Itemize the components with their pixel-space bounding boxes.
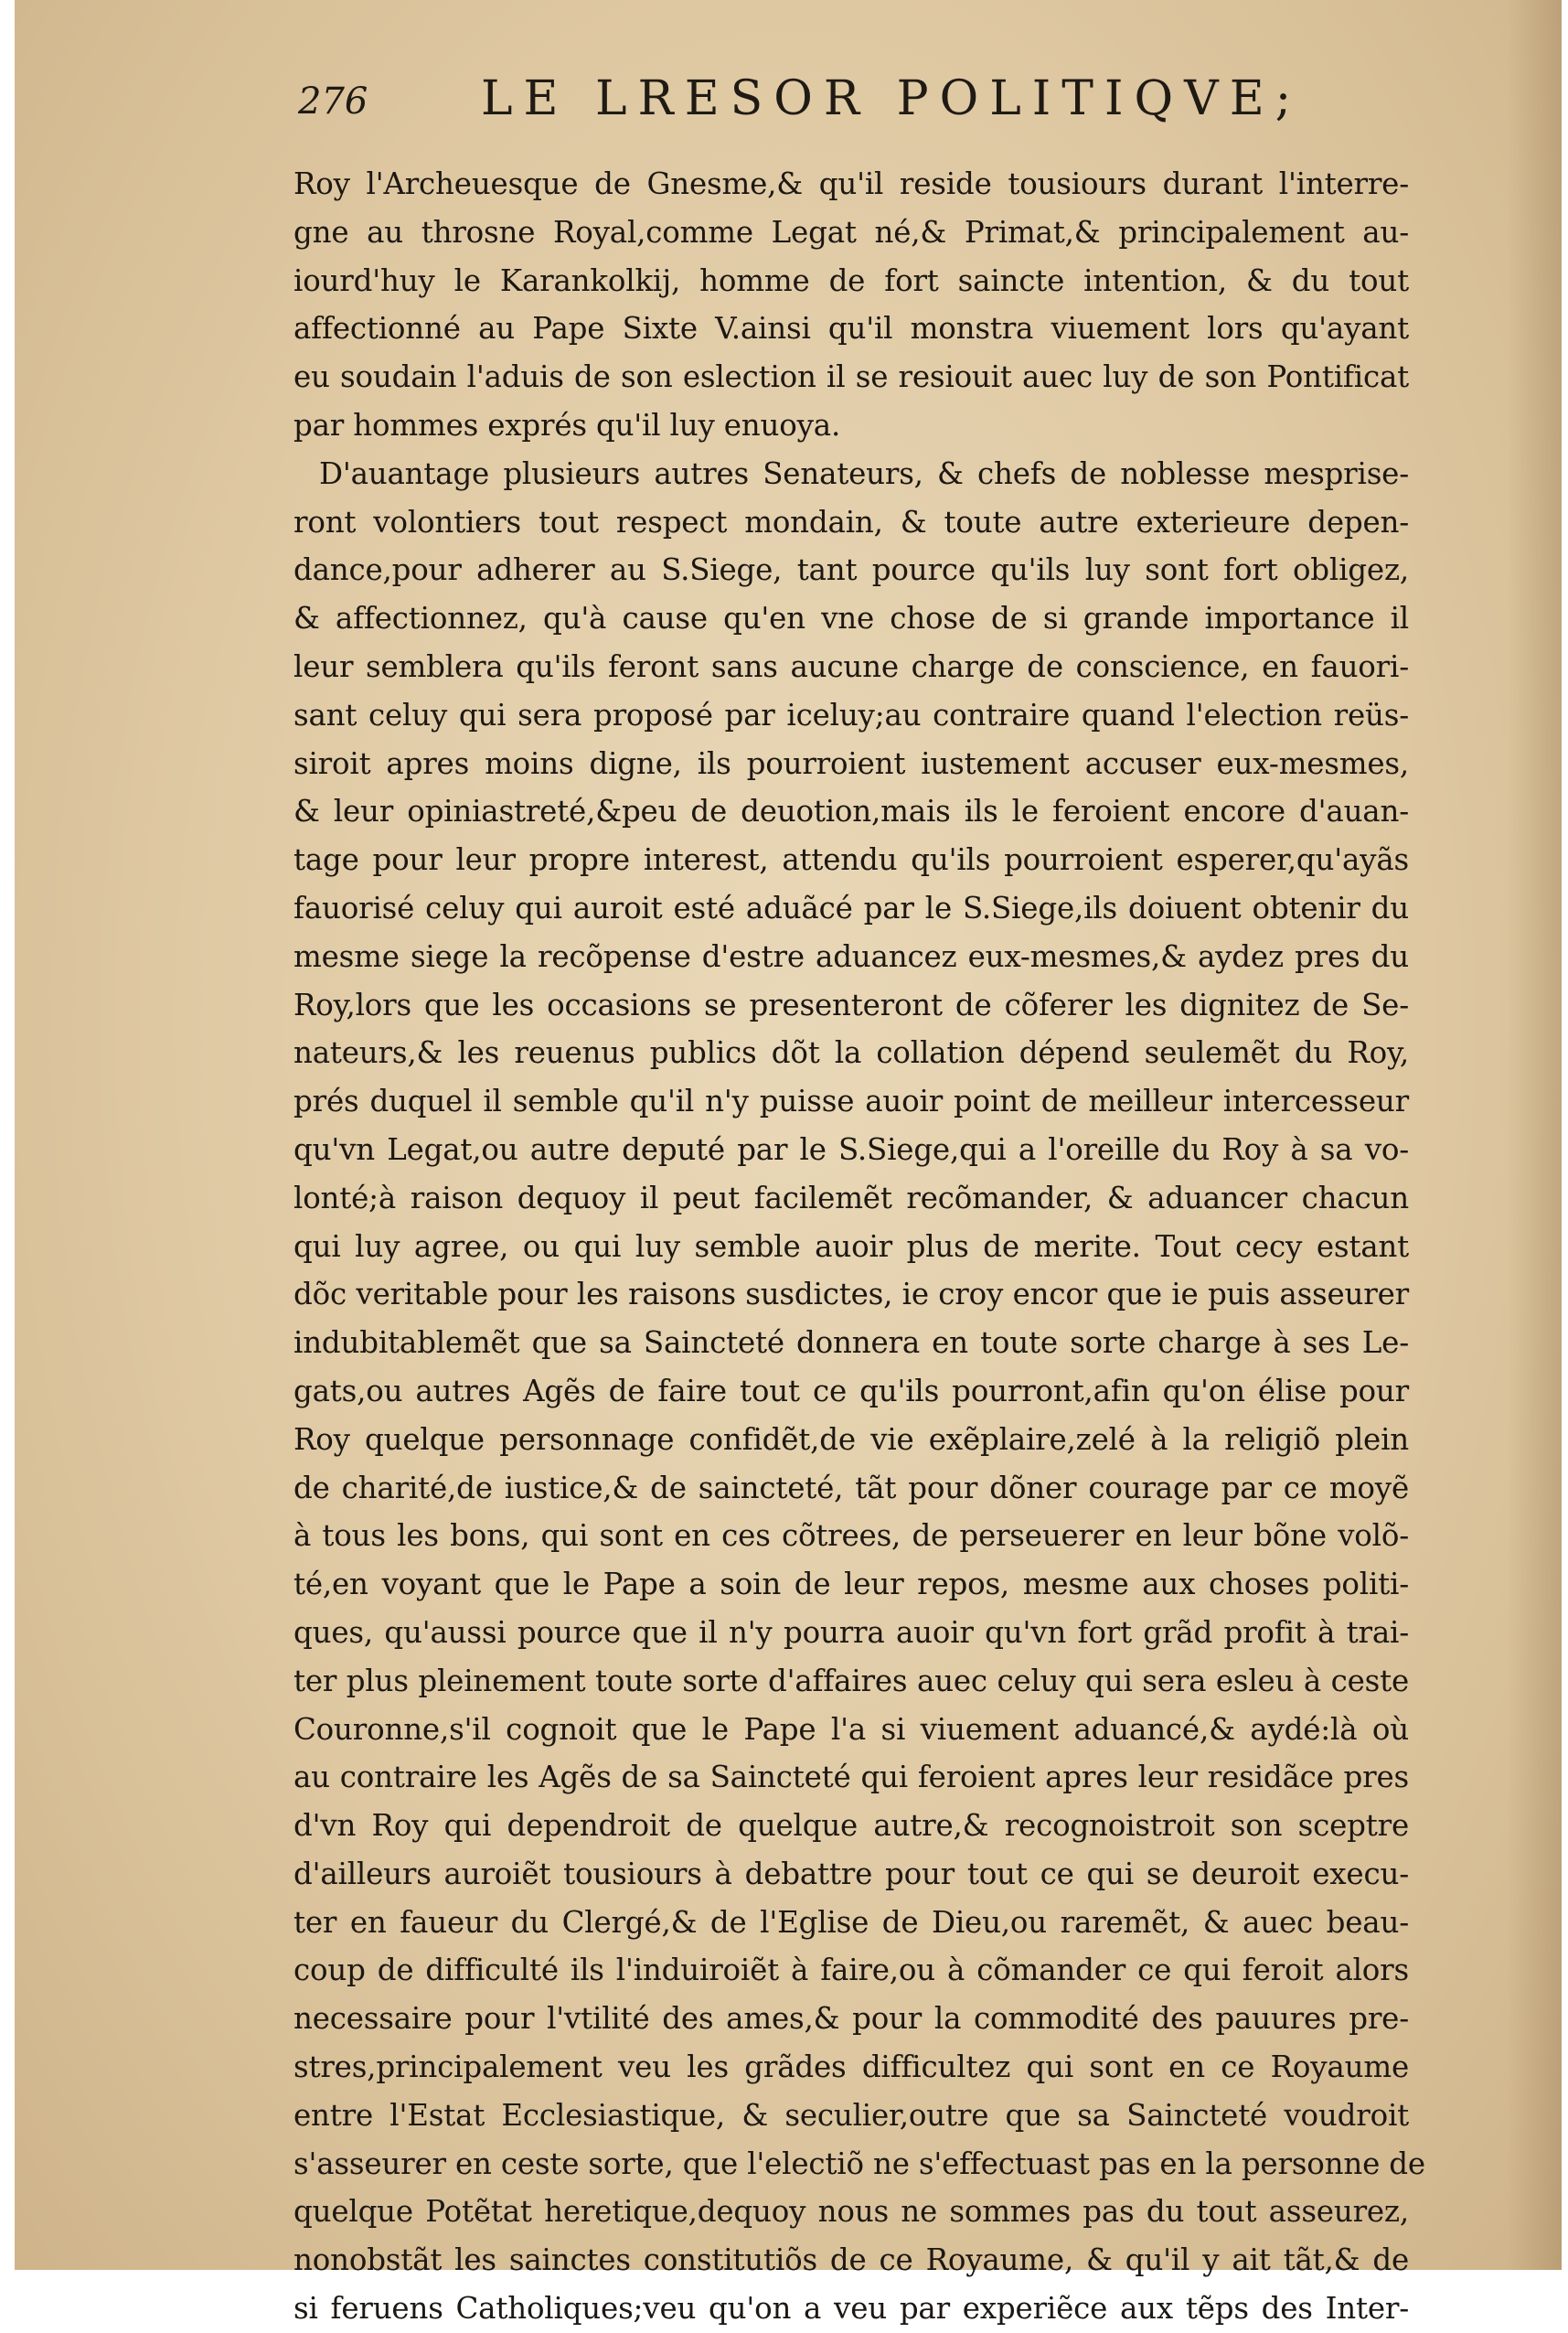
text-line: coup de difficulté ils l'induiroiẽt à faire,ou à cõmander ce qui feroit alors bbox=[293, 1953, 1409, 1988]
text-line: gats,ou autres Agẽs de faire tout ce qu'ils pourront,afin qu'on élise pour bbox=[293, 1373, 1409, 1408]
text-line: entre l'Estat Ecclesiastique, & seculier,outre que sa Saincteté voudroit bbox=[293, 2097, 1409, 2133]
text-line: eu soudain l'aduis de son eslection il se resiouit auec luy de son Pontificat bbox=[293, 359, 1409, 395]
text-line: d'vn Roy qui dependroit de quelque autre,& recognoistroit son sceptre bbox=[293, 1808, 1409, 1844]
text-line: stres,principalement veu les grãdes difficultez qui sont en ce Royaume bbox=[293, 2049, 1409, 2085]
text-line: à tous les bons, qui sont en ces cõtrees, de perseuerer en leur bõne volõ- bbox=[293, 1518, 1409, 1554]
text-line: siroit apres moins digne, ils pourroient iustement accuser eux-mesmes, bbox=[293, 745, 1409, 781]
text-line: qu'vn Legat,ou autre deputé par le S.Siege,qui a l'oreille du Roy à sa vo- bbox=[293, 1131, 1409, 1167]
text-line: & affectionnez, qu'à cause qu'en vne chose de si grande importance il bbox=[293, 601, 1409, 637]
text-line: quelque Potẽtat heretique,dequoy nous ne sommes pas du tout asseurez, bbox=[293, 2194, 1409, 2230]
text-line: prés duquel il semble qu'il n'y puisse auoir point de meilleur intercesseur bbox=[293, 1084, 1409, 1119]
running-head: LE LRESOR POLITIQVE; bbox=[481, 71, 1303, 126]
text-line: & leur opiniastreté,&peu de deuotion,mais ils le feroient encore d'auan- bbox=[293, 794, 1409, 829]
page-number: 276 bbox=[298, 80, 368, 123]
text-line: té,en voyant que le Pape a soin de leur repos, mesme aux choses politi- bbox=[293, 1567, 1409, 1602]
text-line: D'auantage plusieurs autres Senateurs, & chefs de noblesse mesprise- bbox=[319, 455, 1409, 491]
text-line: nateurs,& les reuenus publics dõt la collation dépend seulemẽt du Roy, bbox=[293, 1035, 1409, 1071]
text-line: si feruens Catholiques;veu qu'on a veu par experiẽce aux tẽps des Inter- bbox=[293, 2291, 1409, 2327]
text-line: affectionné au Pape Sixte V.ainsi qu'il monstra viuement lors qu'ayant bbox=[293, 311, 1409, 347]
text-line: dance,pour adherer au S.Siege, tant pource qu'ils luy sont fort obligez, bbox=[293, 552, 1409, 588]
text-line: Roy l'Archeuesque de Gnesme,& qu'il reside tousiours durant l'interre- bbox=[293, 166, 1409, 201]
text-line: au contraire les Agẽs de sa Saincteté qui feroient apres leur residãce pres bbox=[293, 1760, 1409, 1795]
text-line: gne au throsne Royal,comme Legat né,& Primat,& principalement au- bbox=[293, 214, 1409, 250]
text-line: mesme siege la recõpense d'estre aduancez eux-mesmes,& aydez pres du bbox=[293, 938, 1409, 974]
text-line: ront volontiers tout respect mondain, & toute autre exterieure depen- bbox=[293, 504, 1409, 540]
text-line: ques, qu'aussi pource que il n'y pourra auoir qu'vn fort grãd profit à trai- bbox=[293, 1614, 1409, 1650]
text-line: d'ailleurs auroiẽt tousiours à debattre pour tout ce qui se deuroit execu- bbox=[293, 1856, 1409, 1891]
text-line: qui luy agree, ou qui luy semble auoir plus de merite. Tout cecy estant bbox=[293, 1228, 1409, 1264]
text-line: ter en faueur du Clergé,& de l'Eglise de Dieu,ou raremẽt, & auec beau- bbox=[293, 1904, 1409, 1940]
text-line: dõc veritable pour les raisons susdictes, ie croy encor que ie puis asseurer bbox=[293, 1277, 1409, 1312]
text-line: Couronne,s'il cognoit que le Pape l'a si viuement aduancé,& aydé:là où bbox=[293, 1711, 1409, 1747]
text-line: par hommes exprés qu'il luy enuoya. bbox=[293, 407, 841, 443]
text-line: nonobstãt les sainctes constitutiõs de ce Royaume, & qu'il y ait tãt,& de bbox=[293, 2242, 1409, 2278]
text-line: leur semblera qu'ils feront sans aucune charge de conscience, en fauori- bbox=[293, 648, 1409, 684]
text-line: ter plus pleinement toute sorte d'affaires auec celuy qui sera esleu à ceste bbox=[293, 1663, 1409, 1698]
text-line: tage pour leur propre interest, attendu qu'ils pourroient esperer,qu'ayãs bbox=[293, 842, 1409, 878]
text-line: fauorisé celuy qui auroit esté aduãcé par le S.Siege,ils doiuent obtenir du bbox=[293, 890, 1409, 926]
text-line: s'asseurer en ceste sorte, que l'electiõ ne s'effectuast pas en la personne de bbox=[293, 2146, 1425, 2181]
body-text bbox=[293, 160, 1425, 2333]
page-header bbox=[298, 71, 1468, 154]
text-line: de charité,de iustice,& de saincteté, tãt pour dõner courage par ce moyẽ bbox=[293, 1470, 1409, 1505]
book-page bbox=[15, 0, 1562, 2327]
text-line: sant celuy qui sera proposé par iceluy;au contraire quand l'election reüs- bbox=[293, 697, 1409, 733]
text-line: lonté;à raison dequoy il peut facilemẽt recõmander, & aduancer chacun bbox=[293, 1180, 1409, 1215]
text-line: iourd'huy le Karankolkij, homme de fort saincte intention, & du tout bbox=[293, 262, 1409, 298]
text-line: Roy quelque personnage confidẽt,de vie exẽplaire,zelé à la religiõ plein bbox=[293, 1421, 1409, 1457]
text-line: Roy,lors que les occasions se presenteront de cõferer les dignitez de Se- bbox=[293, 987, 1409, 1022]
text-line: necessaire pour l'vtilité des ames,& pour la commodité des pauures pre- bbox=[293, 2001, 1409, 2037]
text-line: indubitablemẽt que sa Saincteté donnera en toute sorte charge à ses Le- bbox=[293, 1325, 1409, 1361]
